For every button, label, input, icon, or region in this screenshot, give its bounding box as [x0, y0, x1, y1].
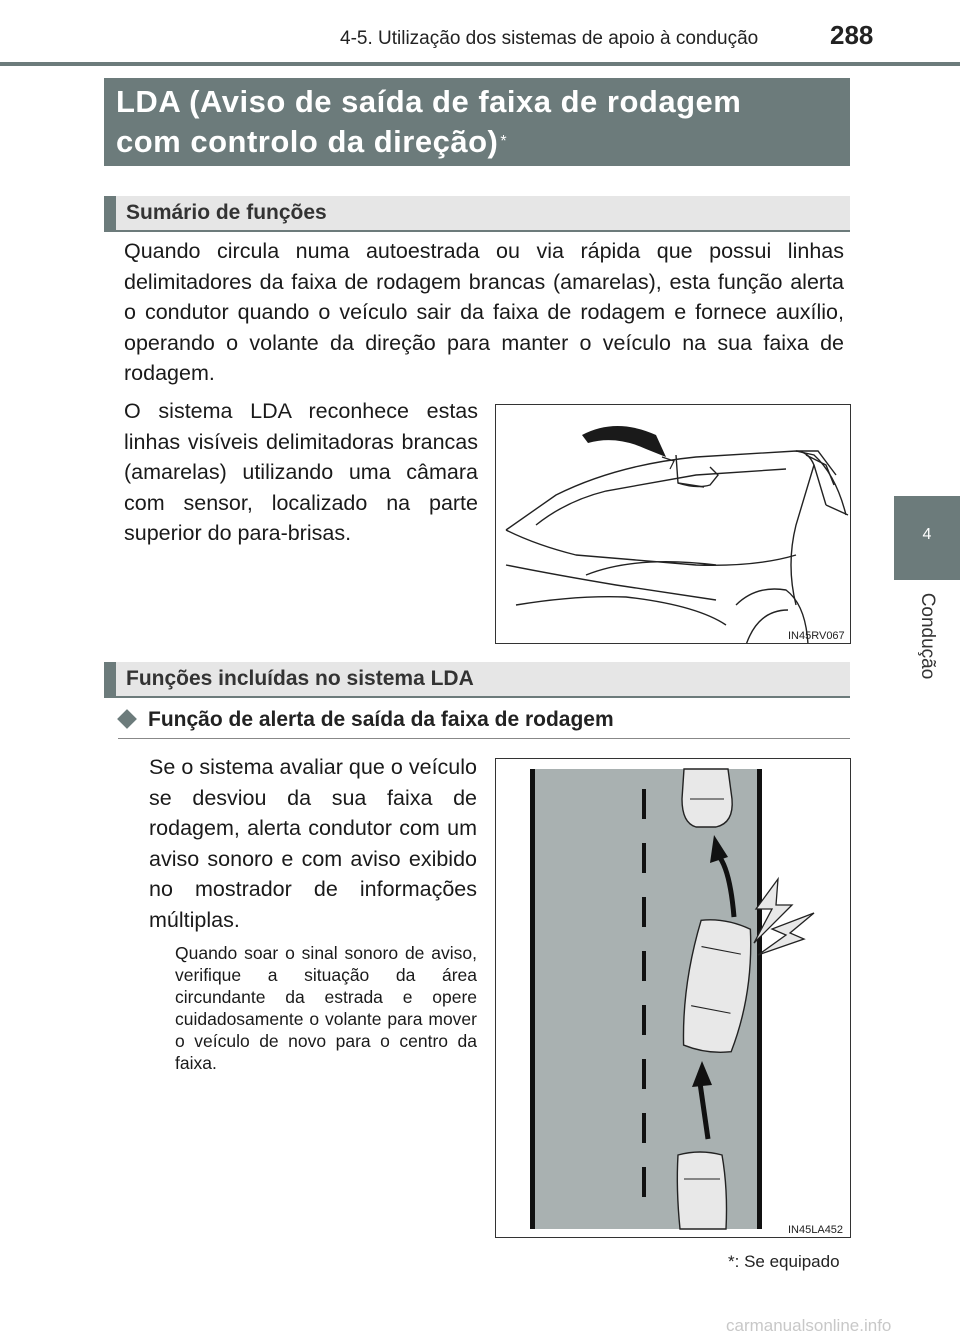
section-heading-functions [104, 662, 850, 698]
diamond-icon [117, 709, 137, 729]
windshield-camera-figure [495, 404, 851, 644]
main-title-line2: com controlo da direção) [116, 124, 499, 159]
figure-code-1: IN45RV067 [788, 630, 845, 642]
asterisk-mark: * [500, 133, 508, 150]
header-rule [0, 62, 960, 66]
lane-departure-subheading-text: Função de alerta de saída da faixa de rodagem [148, 708, 614, 731]
footnote [728, 1252, 840, 1272]
chapter-number: 4 [922, 526, 932, 543]
footnote-text: : Se equipado [734, 1252, 840, 1271]
road-illustration [496, 759, 851, 1238]
chapter-tab [894, 496, 960, 580]
page-number: 288 [830, 20, 874, 50]
section-heading-summary [104, 196, 850, 232]
summary-paragraph: Quando circula numa autoestrada ou via rápida que possui linhas delimitadores da faixa de rodagem brancas (amarelas), esta função alerta o condutor quando o veículo sair da faixa de rodagem e fornece auxílio, operando o volante da direção para manter o veículo na sua faixa de rodagem. [124, 239, 844, 385]
footnote-symbol: * [728, 1252, 735, 1271]
windshield-illustration [496, 405, 851, 644]
camera-paragraph: O sistema LDA reconhece estas linhas visíveis delimitadoras brancas (amarelas) utilizando uma câmara com sensor, localizado na parte superior do para-brisas. [124, 399, 478, 545]
section-heading-summary-text: Sumário de funções [126, 201, 327, 224]
alert-paragraph: Se o sistema avaliar que o veículo se desviou da sua faixa de rodagem, alerta condutor com um aviso sonoro e com aviso exibido no mostrador de informações múltiplas. [149, 755, 477, 932]
main-title [104, 78, 850, 166]
alert-note: Quando soar o sinal sonoro de aviso, verifique a situação da área circundante da estrada e opere cuidadosamente o volante para mover o veículo de novo para o centro da faixa. [175, 943, 477, 1073]
lane-departure-figure [495, 758, 851, 1238]
figure-code-2: IN45LA452 [788, 1224, 844, 1236]
section-header-title: 4-5. Utilização dos sistemas de apoio à condução [340, 28, 759, 49]
chapter-label: Condução [917, 592, 938, 680]
lane-departure-subheading [118, 706, 850, 739]
main-title-line1: LDA (Aviso de saída de faixa de rodagem [116, 84, 742, 119]
watermark: carmanualsonline.info [726, 1316, 892, 1335]
section-heading-functions-text: Funções incluídas no sistema LDA [126, 667, 474, 690]
